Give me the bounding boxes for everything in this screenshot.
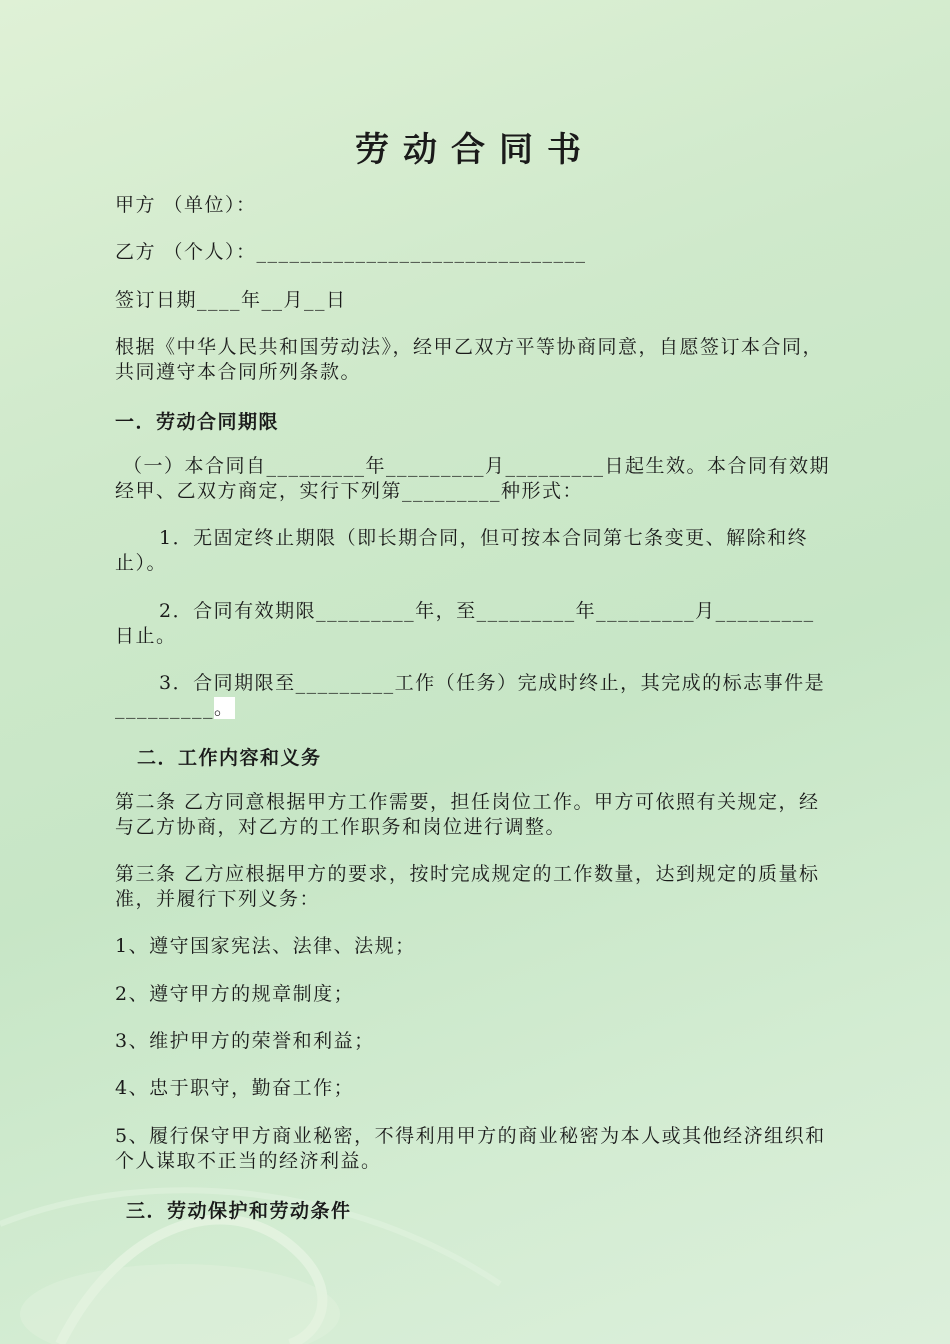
term-option-3-end: 。 [214,697,235,719]
section-1-heading: 一．劳动合同期限 [115,411,280,433]
party-a-line: 甲方 （单位）： [115,194,257,216]
section-1-clause-1: （一）本合同自_________年_________月_________日起生效。本合同有效期经甲、乙双方商定，实行下列第_________种形式： [115,455,831,502]
term-option-1: 1．无固定终止期限（即长期合同，但可按本合同第七条变更、解除和终止）。 [115,527,809,574]
article-3-paragraph: 第三条 乙方应根据甲方的要求，按时完成规定的工作数量，达到规定的质量标准，并履行下列义务： [115,863,820,910]
duty-item: 5、履行保守甲方商业秘密，不得利用甲方的商业秘密为本人或其他经济组织和个人谋取不正当的经济利益。 [115,1125,826,1172]
term-option-3-text: 3．合同期限至_________工作（任务）完成时终止，其完成的标志事件是_________ [115,672,826,719]
sign-date-line: 签订日期____年__月__日 [115,289,347,311]
duty-item: 1、遵守国家宪法、法律、法规； [115,935,416,957]
section-3-heading: 三．劳动保护和劳动条件 [126,1200,352,1222]
duty-item: 2、遵守甲方的规章制度； [115,983,355,1005]
duty-item: 3、维护甲方的荣誉和利益； [115,1030,375,1052]
preamble-paragraph: 根据《中华人民共和国劳动法》，经甲乙双方平等协商同意，自愿签订本合同，共同遵守本合同所列条款。 [115,336,824,383]
article-2-paragraph: 第二条 乙方同意根据甲方工作需要，担任岗位工作。甲方可依照有关规定，经与乙方协商，对乙方的工作职务和岗位进行调整。 [115,791,820,838]
term-option-3 [115,671,830,721]
document-title: 劳动合同书 [355,130,595,170]
term-option-2: 2．合同有效期限_________年，至_________年_________月_________日止。 [115,600,815,647]
party-b-line: 乙方 （个人）：______________________________ [115,241,587,263]
section-2-heading: 二．工作内容和义务 [137,747,322,769]
duty-item: 4、忠于职守，勤奋工作； [115,1077,355,1099]
